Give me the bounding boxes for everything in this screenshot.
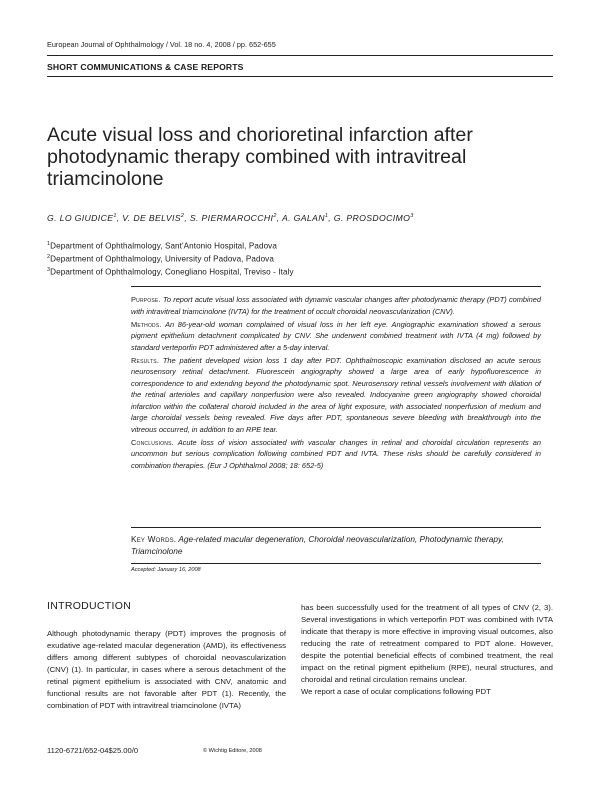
- abstract: [131, 294, 541, 473]
- author: G. PROSDOCIMO$^3$: [333, 213, 414, 223]
- accepted-date: Accepted: January 16, 2008: [131, 567, 201, 573]
- affiliation: $^2$Department of Ophthalmology, University of Padova, Padova: [47, 254, 274, 264]
- article-code: 1120-6721/652-04$25.00/0: [47, 746, 139, 755]
- abstract-methods: Methods. An 86-year-old woman complained of visual loss in her left eye. Angiographic examination showed a serous pigment epithelium detachment complicated by CNV. She underwent combined treatment with IVTA (4 mg) followed by standard verteporfin PDT administered after a 5-day interval.: [131, 319, 541, 352]
- affiliation: $^1$Department of Ophthalmology, Sant'Antonio Hospital, Padova: [47, 241, 277, 251]
- copyright: © Wichtig Editore, 2008: [203, 748, 262, 754]
- keywords-divider: [131, 563, 541, 564]
- section-divider: [47, 76, 553, 77]
- abstract-conclusions: Conclusions. Acute loss of vision associated with vascular changes in retinal and choroidal circulation represents an uncommon but serious complication following combined PDT and IVTA. These risks should be carefully considered in combination therapies. (Eur J Ophthalmol 2008; 18: 652-5): [131, 437, 541, 470]
- abstract-purpose: Purpose. To report acute visual loss associated with dynamic vascular changes after photodynamic therapy (PDT) combined with intravitreal triamcinolone (IVTA) for the treatment of occult choroidal neovascularization (CNV).: [131, 295, 542, 316]
- journal-citation: European Journal of Ophthalmology / Vol. 18 no. 4, 2008 / pp. 652-655: [47, 40, 276, 49]
- introduction-heading: INTRODUCTION: [47, 600, 132, 612]
- author: A. GALAN$^1$,: [281, 213, 334, 223]
- abstract-top-divider: [131, 286, 541, 287]
- article-title: Acute visual loss and chorioretinal infarction after photodynamic therapy combined with intravitreal triamcinolone: [47, 124, 473, 190]
- author: S. PIERMAROCCHI$^2$,: [189, 213, 282, 223]
- introduction-column-1: Although photodynamic therapy (PDT) improves the prognosis of exudative age-related macular degeneration (AMD), its effectiveness differs among different subtypes of choroidal neovascularization (CNV) (1). In particular, in cases where a serous detachment of the retinal pigment epithelium is associated with CNV, anatomic and functional results are not favorable after PDT (1). Recently, the combination of PDT with intravitreal triamcinolone (IVTA): [47, 629, 286, 710]
- abstract-bottom-divider: [131, 527, 541, 528]
- author: V. DE BELVIS$^2$,: [122, 213, 190, 223]
- introduction-column-2: has been successfully used for the treatment of all types of CNV (2, 3). Several investigations in which verteporfin PDT was combined with IVTA indicate that therapy is more effective in improving visual outcomes, also reducing the rate of retreatment compared to PDT alone. However, despite the potential beneficial effects of combined treatment, the real impact on the retinal pigment epithelium (RPE), neural structures, and choroidal and retinal circulation remains unclear. We report a case of ocular complications following PDT: [301, 603, 553, 696]
- section-heading: SHORT COMMUNICATIONS & CASE REPORTS: [47, 62, 244, 72]
- author: G. LO GIUDICE$^1$,: [47, 213, 123, 223]
- abstract-results: Results. The patient developed vision loss 1 day after PDT. Ophthalmoscopic examination disclosed an acute serous neurosensory retinal detachment. Fluorescein angiography showed a large area of early hypofluorescence in correspondence to and extending beyond the photodynamic spot. Neurosensory retinal vessels involvement with dilation of the retinal arterioles and capillary nonperfusion were also revealed. Indocyanine green angiography showed choroidal infarction within the collateral choroid included in the area of light exposure, with associated nonperfusion of medium and large choroidal vessels being revealed. Five days after PDT, spontaneous severe bleeding with breakthrough into the vitreous occurred, in addition to an RPE tear.: [131, 355, 541, 434]
- header-divider: [47, 55, 553, 56]
- keywords: Key Words. Age-related macular degeneration, Choroidal neovascularization, Photodynamic therapy, Triamcinolone: [131, 534, 504, 556]
- author-list: [47, 213, 414, 223]
- affiliation: $^3$Department of Ophthalmology, Conegliano Hospital, Treviso - Italy: [47, 267, 294, 277]
